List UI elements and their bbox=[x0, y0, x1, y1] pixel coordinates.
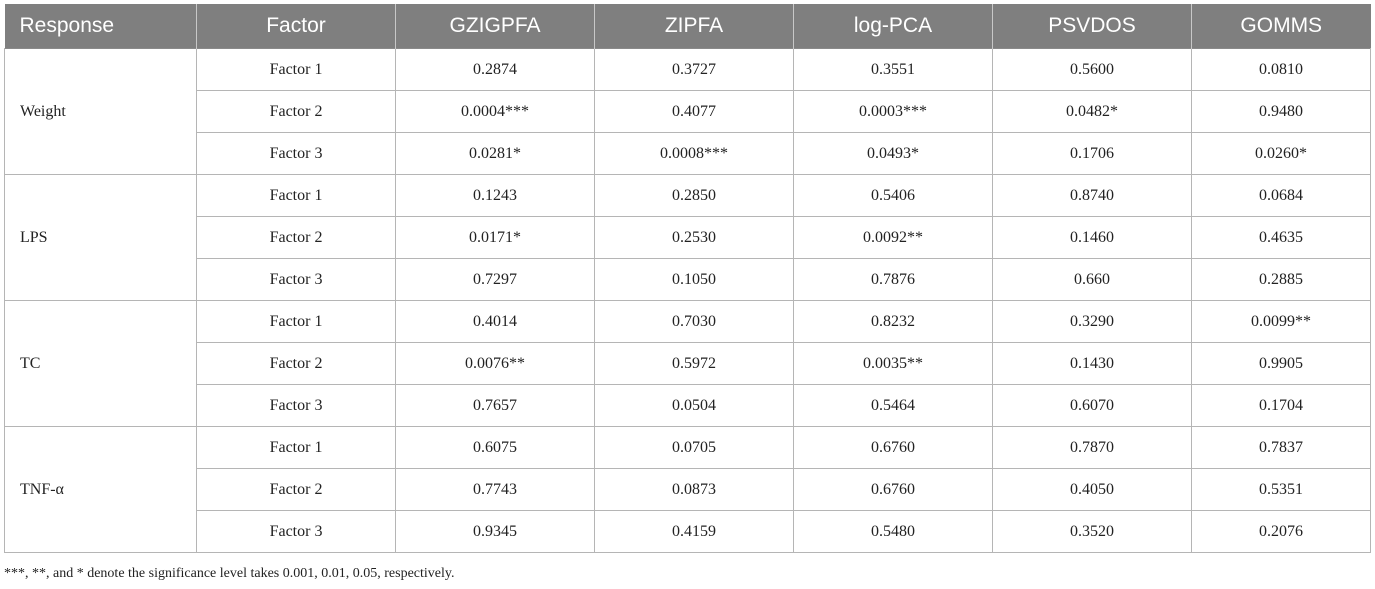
value-cell: 0.0504 bbox=[595, 385, 794, 427]
value-cell: 0.0035** bbox=[794, 343, 993, 385]
value-cell: 0.9905 bbox=[1192, 343, 1371, 385]
factor-cell: Factor 3 bbox=[197, 259, 396, 301]
response-cell: TC bbox=[5, 301, 197, 427]
table-row bbox=[5, 511, 1371, 553]
value-cell: 0.2530 bbox=[595, 217, 794, 259]
response-cell: TNF-α bbox=[5, 427, 197, 553]
factor-cell: Factor 1 bbox=[197, 427, 396, 469]
table-row bbox=[5, 301, 1371, 343]
value-cell: 0.0003*** bbox=[794, 91, 993, 133]
header-row bbox=[5, 4, 1371, 49]
value-cell: 0.0099** bbox=[1192, 301, 1371, 343]
table-row bbox=[5, 427, 1371, 469]
value-cell: 0.0008*** bbox=[595, 133, 794, 175]
table-row bbox=[5, 469, 1371, 511]
value-cell: 0.5406 bbox=[794, 175, 993, 217]
factor-cell: Factor 2 bbox=[197, 469, 396, 511]
value-cell: 0.1460 bbox=[993, 217, 1192, 259]
value-cell: 0.3290 bbox=[993, 301, 1192, 343]
value-cell: 0.7297 bbox=[396, 259, 595, 301]
value-cell: 0.2076 bbox=[1192, 511, 1371, 553]
factor-cell: Factor 2 bbox=[197, 217, 396, 259]
value-cell: 0.4077 bbox=[595, 91, 794, 133]
value-cell: 0.0004*** bbox=[396, 91, 595, 133]
table-row bbox=[5, 343, 1371, 385]
value-cell: 0.1243 bbox=[396, 175, 595, 217]
value-cell: 0.4014 bbox=[396, 301, 595, 343]
table-row bbox=[5, 259, 1371, 301]
value-cell: 0.3520 bbox=[993, 511, 1192, 553]
value-cell: 0.2874 bbox=[396, 49, 595, 91]
value-cell: 0.0076** bbox=[396, 343, 595, 385]
value-cell: 0.1050 bbox=[595, 259, 794, 301]
value-cell: 0.1704 bbox=[1192, 385, 1371, 427]
value-cell: 0.3551 bbox=[794, 49, 993, 91]
table-row bbox=[5, 385, 1371, 427]
value-cell: 0.2885 bbox=[1192, 259, 1371, 301]
value-cell: 0.8740 bbox=[993, 175, 1192, 217]
value-cell: 0.0482* bbox=[993, 91, 1192, 133]
header-factor: Factor bbox=[197, 4, 396, 49]
value-cell: 0.6070 bbox=[993, 385, 1192, 427]
value-cell: 0.1430 bbox=[993, 343, 1192, 385]
value-cell: 0.0873 bbox=[595, 469, 794, 511]
value-cell: 0.1706 bbox=[993, 133, 1192, 175]
factor-cell: Factor 1 bbox=[197, 49, 396, 91]
value-cell: 0.6760 bbox=[794, 427, 993, 469]
value-cell: 0.5972 bbox=[595, 343, 794, 385]
value-cell: 0.0684 bbox=[1192, 175, 1371, 217]
value-cell: 0.5351 bbox=[1192, 469, 1371, 511]
value-cell: 0.3727 bbox=[595, 49, 794, 91]
value-cell: 0.8232 bbox=[794, 301, 993, 343]
value-cell: 0.9480 bbox=[1192, 91, 1371, 133]
response-cell: Weight bbox=[5, 49, 197, 175]
header-zipfa: ZIPFA bbox=[595, 4, 794, 49]
value-cell: 0.7030 bbox=[595, 301, 794, 343]
header-response: Response bbox=[5, 4, 197, 49]
factor-cell: Factor 1 bbox=[197, 301, 396, 343]
factor-cell: Factor 3 bbox=[197, 385, 396, 427]
factor-cell: Factor 3 bbox=[197, 511, 396, 553]
value-cell: 0.7657 bbox=[396, 385, 595, 427]
header-gomms: GOMMS bbox=[1192, 4, 1371, 49]
factor-cell: Factor 2 bbox=[197, 343, 396, 385]
factor-cell: Factor 1 bbox=[197, 175, 396, 217]
value-cell: 0.2850 bbox=[595, 175, 794, 217]
factor-cell: Factor 3 bbox=[197, 133, 396, 175]
value-cell: 0.5600 bbox=[993, 49, 1192, 91]
table-row bbox=[5, 175, 1371, 217]
value-cell: 0.9345 bbox=[396, 511, 595, 553]
table-row bbox=[5, 91, 1371, 133]
header-psvdos: PSVDOS bbox=[993, 4, 1192, 49]
value-cell: 0.0171* bbox=[396, 217, 595, 259]
value-cell: 0.7837 bbox=[1192, 427, 1371, 469]
value-cell: 0.6075 bbox=[396, 427, 595, 469]
table-body bbox=[5, 49, 1371, 553]
value-cell: 0.7870 bbox=[993, 427, 1192, 469]
header-log-pca: log-PCA bbox=[794, 4, 993, 49]
value-cell: 0.0810 bbox=[1192, 49, 1371, 91]
table-row bbox=[5, 133, 1371, 175]
value-cell: 0.7743 bbox=[396, 469, 595, 511]
value-cell: 0.660 bbox=[993, 259, 1192, 301]
factor-cell: Factor 2 bbox=[197, 91, 396, 133]
header-gzigpfa: GZIGPFA bbox=[396, 4, 595, 49]
value-cell: 0.4159 bbox=[595, 511, 794, 553]
value-cell: 0.5464 bbox=[794, 385, 993, 427]
results-table bbox=[4, 4, 1371, 553]
value-cell: 0.0260* bbox=[1192, 133, 1371, 175]
value-cell: 0.6760 bbox=[794, 469, 993, 511]
value-cell: 0.0092** bbox=[794, 217, 993, 259]
table-row bbox=[5, 217, 1371, 259]
footnote: ***, **, and * denote the significance level takes 0.001, 0.01, 0.05, respectively. bbox=[4, 566, 455, 581]
value-cell: 0.7876 bbox=[794, 259, 993, 301]
value-cell: 0.5480 bbox=[794, 511, 993, 553]
value-cell: 0.0493* bbox=[794, 133, 993, 175]
value-cell: 0.0705 bbox=[595, 427, 794, 469]
value-cell: 0.4635 bbox=[1192, 217, 1371, 259]
value-cell: 0.0281* bbox=[396, 133, 595, 175]
response-cell: LPS bbox=[5, 175, 197, 301]
table-row bbox=[5, 49, 1371, 91]
value-cell: 0.4050 bbox=[993, 469, 1192, 511]
